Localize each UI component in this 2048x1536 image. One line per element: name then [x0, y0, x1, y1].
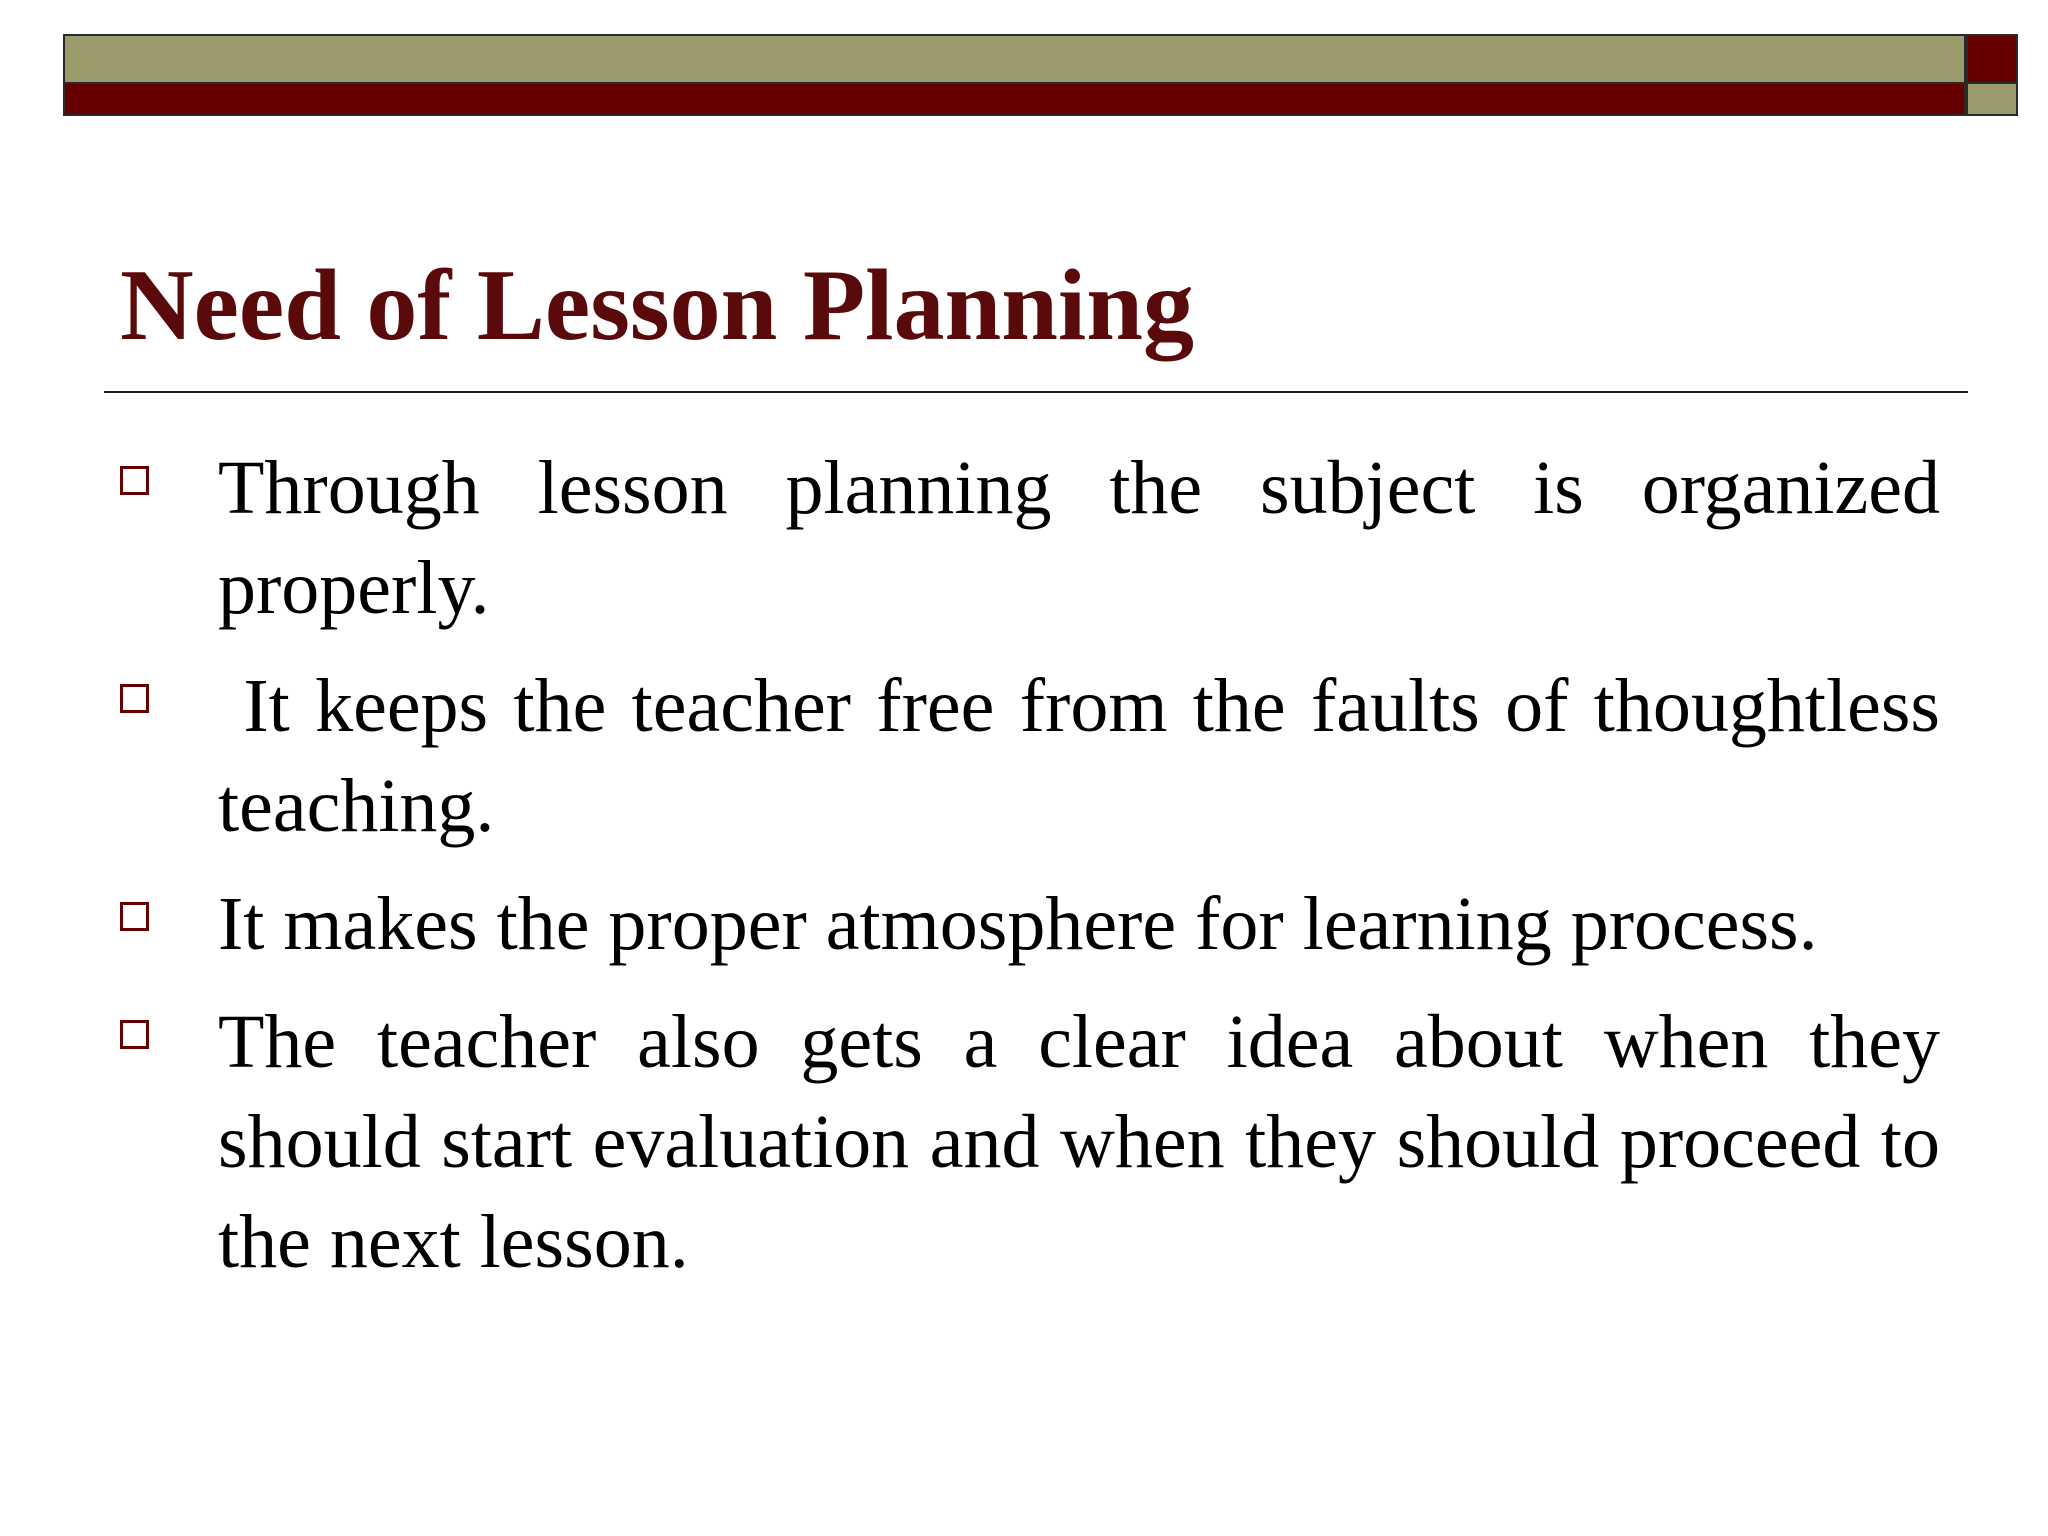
- header-corner-maroon: [1966, 34, 2018, 84]
- hollow-square-icon: [120, 466, 149, 495]
- bullet-text: The teacher also gets a clear idea about when they should start evaluation and when they should proceed to the next lesson.: [218, 1000, 1940, 1284]
- bullet-text: Through lesson planning the subject is organized properly.: [218, 446, 1940, 630]
- header-corner-olive: [1966, 84, 2018, 116]
- hollow-square-icon: [120, 902, 149, 931]
- title-divider: [104, 391, 1968, 393]
- bullet-item: [120, 656, 1940, 856]
- bullet-text: It keeps the teacher free from the faults of thoughtless teaching.: [218, 664, 1940, 848]
- header-bar-maroon: [63, 84, 1966, 116]
- hollow-square-icon: [120, 684, 149, 713]
- slide-title: Need of Lesson Planning: [120, 249, 1194, 362]
- bullet-text: It makes the proper atmosphere for learning process.: [218, 882, 1818, 966]
- bullet-item: [120, 992, 1940, 1292]
- header-bar-olive: [63, 34, 1966, 84]
- bullet-list: [120, 438, 1940, 1310]
- bullet-item: [120, 438, 1940, 638]
- bullet-item: [120, 874, 1940, 974]
- hollow-square-icon: [120, 1020, 149, 1049]
